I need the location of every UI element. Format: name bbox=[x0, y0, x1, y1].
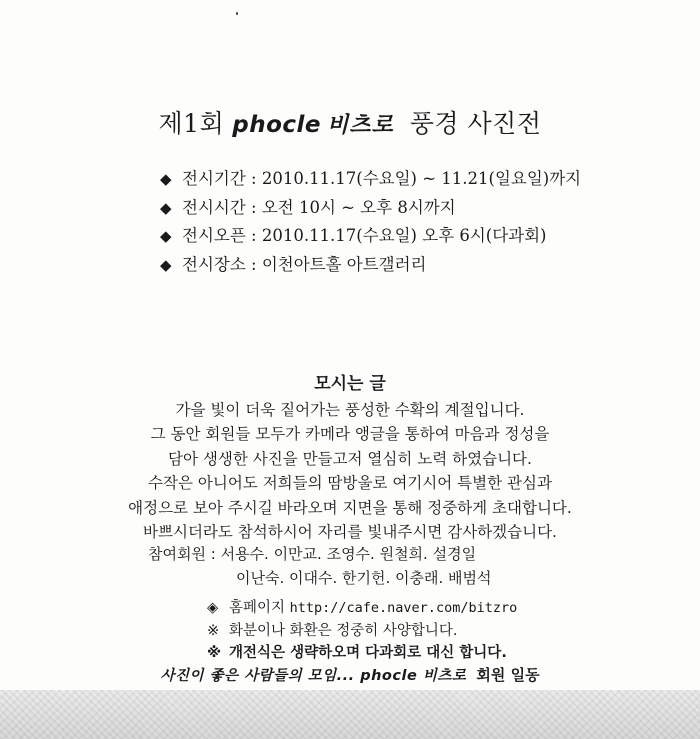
info-item-hours: ◆ 전시시간 : 오전 10시 ~ 오후 8시까지 bbox=[160, 194, 580, 223]
paper-texture-border bbox=[0, 690, 700, 739]
members-names: 이난숙. 이대수. 한기헌. 이충래. 배범석 bbox=[236, 569, 492, 587]
title-brand: phocle bbox=[232, 112, 321, 138]
info-value: 이천아트홀 아트갤러리 bbox=[261, 254, 427, 274]
reference-mark-icon: ※ bbox=[207, 622, 220, 639]
invitation-line: 수작은 아니어도 저희들의 땀방울로 여기시어 특별한 관심과 bbox=[148, 474, 552, 493]
invitation-line: 애정으로 보아 주시길 바라오며 지면을 통해 정중하게 초대합니다. bbox=[128, 498, 572, 517]
info-label: 전시시간 bbox=[182, 197, 246, 217]
flower-note-text: 화분이나 화환은 정중히 사양합니다. bbox=[229, 622, 458, 639]
diamond-bullet-icon: ◆ bbox=[160, 170, 172, 188]
invitation-line: 그 동안 회원들 모두가 카메라 앵글을 통하여 마음과 정성을 bbox=[150, 425, 550, 444]
info-item-opening: ◆ 전시오픈 : 2010.11.17(수요일) 오후 6시(다과회) bbox=[160, 222, 580, 251]
homepage-link[interactable]: http://cafe.naver.com/bitzro bbox=[289, 600, 518, 616]
participating-members bbox=[148, 542, 492, 590]
invitation-line: 바쁘시더라도 참석하시어 자리를 빛내주시면 감사하겠습니다. bbox=[143, 522, 557, 541]
members-label: 참여회원 bbox=[148, 545, 206, 563]
members-row bbox=[148, 566, 492, 590]
info-label: 전시오픈 bbox=[182, 226, 246, 245]
signature-line bbox=[0, 664, 700, 685]
flower-note bbox=[207, 620, 517, 643]
info-item-venue: ◆ 전시장소 : 이천아트홀 아트갤러리 bbox=[160, 251, 580, 280]
members-names: 서용수. 이만교. 조영수. 원철희. 설경일 bbox=[220, 545, 477, 563]
info-value: 2010.11.17(수요일) ~ 11.21(일요일)까지 bbox=[261, 169, 582, 188]
notes-section bbox=[207, 597, 517, 665]
invitation-message bbox=[0, 398, 700, 544]
members-signoff: 회원 일동 bbox=[476, 666, 540, 684]
ceremony-note bbox=[207, 642, 517, 665]
diamond-bullet-icon: ◆ bbox=[160, 255, 172, 274]
diamond-bullet-icon: ◆ bbox=[160, 227, 172, 245]
info-label: 전시기간 bbox=[182, 169, 246, 188]
info-label: 전시장소 bbox=[182, 254, 246, 274]
info-value: 2010.11.17(수요일) 오후 6시(다과회) bbox=[261, 226, 547, 245]
invitation-line: 담아 생생한 사진을 만들고저 열심히 노력 하였습니다. bbox=[168, 449, 532, 468]
title-suffix: 풍경 사진전 bbox=[409, 109, 542, 138]
diamond-bullet-icon: ◆ bbox=[160, 198, 172, 217]
scan-speck bbox=[236, 12, 238, 15]
homepage-note bbox=[207, 597, 517, 620]
invitation-heading: 모시는 글 bbox=[314, 374, 386, 394]
members-row: 참여회원 : 서용수. 이만교. 조영수. 원철희. 설경일 bbox=[148, 545, 477, 563]
info-item-period: ◆ 전시기간 : 2010.11.17(수요일) ~ 11.21(일요일)까지 bbox=[160, 165, 580, 194]
page-title bbox=[0, 104, 700, 140]
reference-mark-icon: ※ bbox=[207, 645, 222, 661]
club-slogan: 사진이 좋은 사람들의 모임... phocle 비츠로 bbox=[160, 668, 467, 684]
homepage-label: 홈페이지 bbox=[229, 600, 286, 616]
invitation-line: 가을 빛이 더욱 짙어가는 풍성한 수확의 계절입니다. bbox=[175, 401, 525, 419]
info-value: 오전 10시 ~ 오후 8시까지 bbox=[261, 197, 456, 217]
ceremony-note-text: 개전식은 생략하오며 다과회로 대신 합니다. bbox=[229, 645, 507, 661]
diamond-mark-icon: ◈ bbox=[207, 600, 219, 616]
title-brand-handwritten: 비츠로 bbox=[327, 113, 394, 138]
exhibition-info-list bbox=[160, 165, 580, 279]
title-prefix: 제1회 bbox=[158, 109, 225, 138]
